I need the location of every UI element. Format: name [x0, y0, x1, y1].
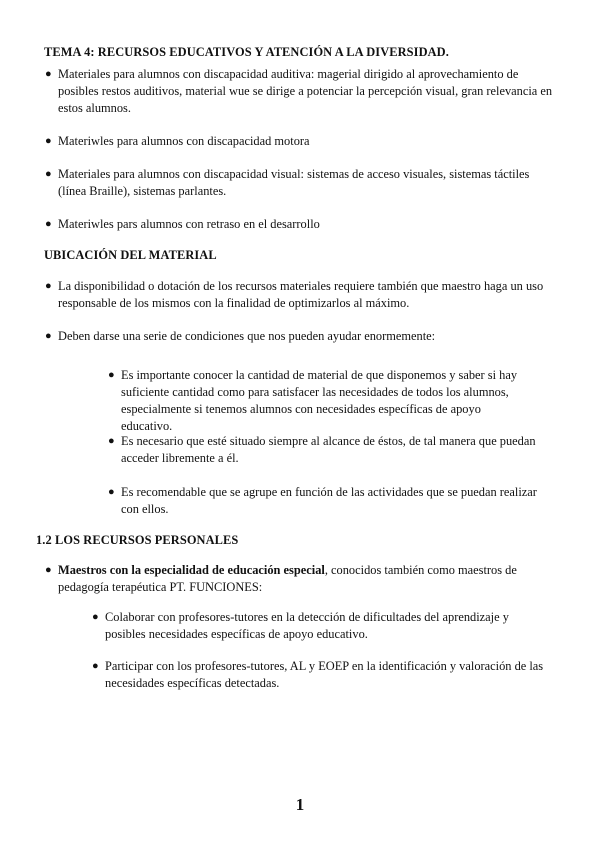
sub-list-item [108, 484, 541, 518]
personales-heading: 1.2 LOS RECURSOS PERSONALES [36, 533, 239, 547]
sub-list-item-text: Es recomendable que se agrupe en función de las actividades que se puedan realizar con ellos. [121, 485, 537, 516]
bullet-icon: ● [45, 68, 52, 80]
sub-list-item [92, 658, 555, 692]
list-item [45, 278, 563, 312]
bullet-icon: ● [45, 564, 52, 576]
sub-list-item-text: Es importante conocer la cantidad de material de que disponemos y saber si hay suficiente cantidad como para satisfacer las necesidades de todos los alumnos, especialmente si tenemos alumnos con necesidades específicas de apoyo educativo. [121, 368, 518, 433]
sub-list-item [108, 367, 526, 435]
list-item-text: Materiwles pars alumnos con retraso en el desarrollo [58, 217, 320, 231]
page-number: 1 [295, 795, 305, 814]
list-item [45, 166, 548, 200]
list-item [45, 133, 558, 150]
list-item-text: La disponibilidad o dotación de los recursos materiales requiere también que maestro haga un uso responsable de los mismos con la finalidad de optimizarlos al máximo. [58, 279, 544, 310]
bullet-icon: ● [92, 660, 99, 672]
sub-list-item [92, 609, 545, 643]
bullet-icon: ● [45, 168, 52, 180]
list-item-text: , conocidos también como maestros de pedagogía terapéutica PT. FUNCIONES: [58, 563, 517, 594]
bullet-icon: ● [108, 435, 115, 447]
list-item-text: Deben darse una serie de condiciones que nos pueden ayudar enormemente: [58, 329, 436, 343]
bullet-icon: ● [108, 369, 115, 381]
tema-heading: TEMA 4: RECURSOS EDUCATIVOS Y ATENCIÓN A LA DIVERSIDAD. [44, 45, 449, 59]
sub-list-item [108, 433, 536, 467]
list-item-text: Materiales para alumnos con discapacidad auditiva: magerial dirigido al aprovechamiento de posibles restos auditivos, material wue se dirige a potenciar la percepción visual, gran relevancia en estos alumnos. [58, 67, 553, 115]
bullet-icon: ● [92, 611, 99, 623]
bullet-icon: ● [45, 280, 52, 292]
list-item-text: Materiwles para alumnos con discapacidad motora [58, 134, 310, 148]
sub-list-item-text: Participar con los profesores-tutores, AL y EOEP en la identificación y valoración de las necesidades específicas detectadas. [105, 659, 544, 690]
list-item-bold-text: Maestros con la especialidad de educación especial [58, 563, 325, 577]
bullet-icon: ● [45, 135, 52, 147]
bullet-icon: ● [45, 218, 52, 230]
list-item [45, 216, 558, 233]
sub-list-item-text: Colaborar con profesores-tutores en la detección de dificultades del aprendizaje y posibles necesidades específicas de apoyo educativo. [105, 610, 509, 641]
bullet-icon: ● [108, 486, 115, 498]
list-item [45, 328, 558, 345]
list-item [45, 562, 538, 596]
ubicacion-heading: UBICACIÓN DEL MATERIAL [44, 248, 217, 262]
list-item [45, 66, 558, 117]
sub-list-item-text: Es necesario que esté situado siempre al alcance de éstos, de tal manera que puedan acceder libremente a él. [121, 434, 536, 465]
bullet-icon: ● [45, 330, 52, 342]
list-item-text: Materiales para alumnos con discapacidad visual: sistemas de acceso visuales, sistemas táctiles (línea Braille), sistemas parlantes. [58, 167, 530, 198]
